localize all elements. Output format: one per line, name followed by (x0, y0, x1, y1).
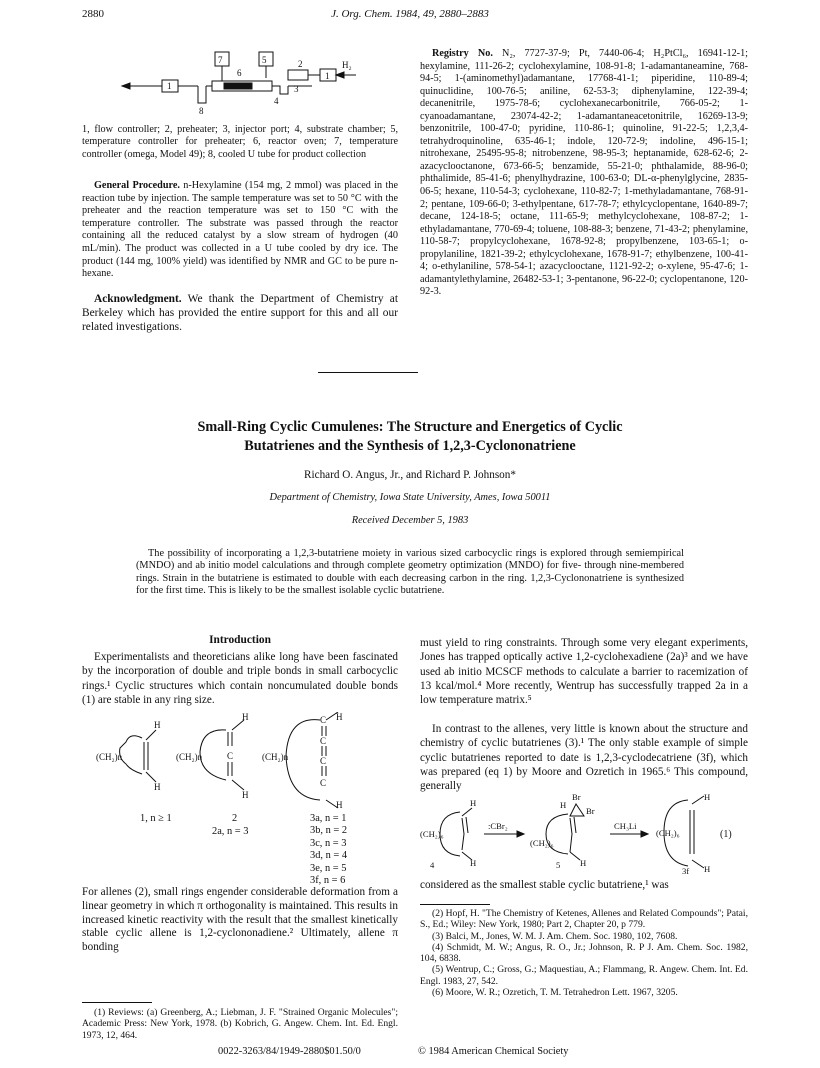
received-date: Received December 5, 1983 (351, 515, 469, 526)
intro-para5: considered as the smallest stable cyclic butatriene,¹ was (420, 879, 669, 891)
atom-h4: H (242, 790, 249, 800)
footnote-rule-left (82, 1002, 152, 1003)
journal-header: J. Org. Chem. 1984, 49, 2880–2883 (331, 8, 489, 20)
acknowledgment-heading: Acknowledgment. (94, 293, 182, 305)
atom-c4: C (320, 756, 327, 766)
article-title (40, 418, 780, 455)
eq-atom-h6: H (704, 864, 711, 874)
footnote-5: (5) Wentrup, C.; Gross, G.; Maquestiau, A.; Flammang, R. Angew. Chem. Int. Ed. Engl. 1983, 27, 542. (420, 964, 748, 987)
intro-para1: Experimentalists and theoreticians alike long have been fascinated by the incorporation of double and triple bonds in small carbocyclic rings.¹ Cyclic structures which contain noncumulated double bonds (1) are stable in any ring size. (82, 651, 398, 706)
atom-h2: H (154, 782, 161, 792)
labels-structure-3 (310, 813, 347, 887)
eq-ring-4: (CH₂)₆ (420, 829, 444, 839)
apparatus-label-8: 8 (199, 106, 204, 116)
intro-para3: must yield to ring constraints. Through some very elegant experiments, Jones has trapped optically active 1,2-cyclohexadiene (2a)³ and we have used ab initio MCSCF methods to calculate a barrier to racemization of 13 kcal/mol.⁴ More recently, Wentrup has successfully trapped 2a in a low temperature matrix.⁵ (420, 637, 748, 707)
eq-label-4: 4 (430, 860, 435, 870)
authors: Richard O. Angus, Jr., and Richard P. Johnson* (304, 469, 516, 481)
apparatus-caption: 1, flow controller; 2, preheater; 3, injector port; 4, substrate chamber; 5, temperature controller for preheater; 6, reactor oven; 7, temperature controller (omega, Model 49); 8, cooled U tube for product collection (82, 124, 398, 160)
registry-numbers (420, 48, 748, 299)
atom-c3: C (320, 736, 327, 746)
footnote-2: (2) Hopf, H. "The Chemistry of Ketenes, Allenes and Related Compounds"; Patai, S., Ed.; Wiley: New York, 1980; Part 2, Chapter 20, p 779. (420, 908, 748, 931)
apparatus-label-3: 3 (294, 84, 299, 94)
eq-ring-3f: (CH₂)₆ (656, 828, 680, 838)
general-procedure-heading: General Procedure. (94, 180, 180, 191)
atom-c5: C (320, 778, 327, 788)
eq-atom-h5: H (704, 794, 711, 802)
affiliation: Department of Chemistry, Iowa State University, Ames, Iowa 50011 (269, 492, 551, 503)
intro-para2: For allenes (2), small rings engender considerable deformation from a linear geometry in which π orthogonality is maintained. This results in increased kinetic reactivity with the result that the smallest kinetically stable cyclic allene is 1,2-cyclononadiene.² Ultimately, allene π bonding (82, 886, 398, 954)
article-title-line2: Butatrienes and the Synthesis of 1,2,3-Cyclononatriene (244, 437, 576, 454)
atom-h1: H (154, 720, 161, 730)
label-3b: 3b, n = 2 (310, 825, 348, 837)
label-3a: 3a, n = 1 (310, 813, 347, 824)
apparatus-label-5: 5 (262, 55, 267, 65)
registry-body: N₂, 7727-37-9; Pt, 7440-06-4; H₂PtCl₆, 16941-12-1; hexylamine, 111-26-2; cyclohexylamine, 108-91-8; 1-adamantaneamine, 768-94-5; 1-(aminomethyl)adamantane, 17768-41-1; piperidine, 110-89-4; quinuclidine, 100-76-5; aniline, 62-53-3; diphenylamine, 122-39-4; decanenitrile, 1975-78-6; cyclohexanecarbonitrile, 766-05-2; 1-cyanoadamantane, 23074-42-2; 1-adamantaneacetonitrile, 16269-13-9; benzonitrile, 100-47-0; pyridine, 110-86-1; quinoline, 91-22-5; 1,2,3,4-tetrahydroquinoline, 635-46-1; indole, 120-72-9; indoline, 496-15-1; nitrohexane, 25495-95-8; nitrobenzene, 98-95-3; heptanamide, 628-62-6; 2-azacyclooctanone, 673-66-5; benzamide, 55-21-0; phthalamide, 88-96-0; phthalimide, 85-41-6; phenylhydrazine, 100-63-0; DL-α-phenylglycine, 2835-06-5; hexane, 110-54-3; cyclohexane, 110-82-7; 1-methyladamantane, 768-91-2; pentane, 109-66-0; 3-ethylpentane, 617-78-7; ethylcyclopentane, 1640-89-7; decane, 124-18-5; octane, 111-65-9; methylcyclohexane, 108-87-2; 1-ethyladamantane, 770-69-4; toluene, 108-88-3; benzene, 71-43-2; phenylamine, 110-58-7; propylcyclohexane, 1678-92-8; propylbenzene, 103-65-1; o-propylaniline, 1821-39-2; ethylcyclohexane, 1678-91-7; ethylbenzene, 100-41-4; o-ethylaniline, 578-54-1; azacyclooctane, 1121-92-2; o-xylene, 95-47-6; 1-adamantylethylamine, 26482-53-1; 3-pentanone, 96-22-0; cyclopentanone, 120-92-3. (420, 48, 749, 298)
footnotes-right (420, 908, 748, 998)
eq-number: (1) (720, 829, 732, 840)
eq-atom-h1: H (470, 798, 477, 808)
apparatus-label-h2: H₂ (342, 60, 352, 70)
footer-copyright: © 1984 American Chemical Society (418, 1046, 569, 1057)
apparatus-label-1a: 1 (167, 81, 172, 91)
eq-atom-br1: Br (572, 794, 581, 802)
atom-c1: C (227, 751, 234, 761)
label-3c: 3c, n = 3 (310, 837, 347, 849)
eq-label-3f: 3f (682, 866, 690, 874)
intro-para4: In contrast to the allenes, very little is known about the structure and chemistry of cyclic butatrienes (3).¹ The only stable example of simple cyclic butatrienes reported to date is 1,2,3-cyclodecatriene (3f), which was prepared (eq 1) by Moore and Ozretich in 1965.⁶ This compound, generally (420, 723, 748, 793)
atom-h6: H (336, 800, 343, 810)
eq-reagent-1: :CBr₂ (488, 821, 508, 831)
eq-atom-h4: H (580, 858, 587, 868)
equation-1 (420, 794, 748, 874)
footnote-rule-right (420, 904, 490, 905)
general-procedure-body: n-Hexylamine (154 mg, 2 mmol) was placed in the reaction tube by injection. The sample temperature was set to 50 °C with the preheater and the reaction temperature was set to 150 °C with the temperature controller. The substrate was passed through the reactor containing all the reduced catalyst by a slow stream of hydrogen (40 mL/min). The product was collected in a U tube cooled by dry ice. The product (144 mg, 100% yield) was identified by NMR and GC to be pure n-hexane. (82, 180, 398, 280)
eq-atom-br2: Br (586, 806, 595, 816)
label-3e: 3e, n = 5 (310, 862, 347, 874)
apparatus-label-6: 6 (237, 68, 242, 78)
eq-atom-h3: H (560, 800, 567, 810)
eq-label-5: 5 (556, 860, 561, 870)
footnote-1: (1) Reviews: (a) Greenberg, A.; Liebman, J. F. "Strained Organic Molecules"; Academic Press: New York, 1978. (b) Kobrich, G. Angew. Chem. Int. Ed. Engl. 1973, 12, 464. (82, 1007, 398, 1041)
label-3f: 3f, n = 6 (310, 875, 346, 887)
article-title-line1: Small-Ring Cyclic Cumulenes: The Structure and Energetics of Cyclic (197, 419, 623, 435)
apparatus-diagram (112, 48, 362, 118)
ring-ch2-1: (CH₂)n (96, 752, 123, 762)
structures-1-2-3 (96, 712, 372, 810)
apparatus-label-2: 2 (298, 59, 303, 69)
eq-atom-h2: H (470, 858, 477, 868)
footnote-6: (6) Moore, W. R.; Ozretich, T. M. Tetrahedron Lett. 1967, 3205. (432, 987, 678, 999)
abstract: The possibility of incorporating a 1,2,3-butatriene moiety in various sized carbocyclic rings is explored through semiempirical (MNDO) and ab initio model calculations and through complete geometry optimization (MNDO) for five- through nine-membered rings. Strain in the butatriene is estimated to double with each decreasing carbon in the ring. 1,2,3-Cyclononatriene is synthesized for the first time. This is likely to be the smallest isolable cyclic butatriene. (136, 548, 684, 596)
footnote-4: (4) Schmidt, M. W.; Angus, R. O., Jr.; Johnson, R. P J. Am. Chem. Soc. 1982, 104, 6838. (420, 941, 748, 965)
section-divider (318, 372, 418, 373)
general-procedure (82, 180, 398, 281)
label-structure-2a: 2a, n = 3 (212, 826, 249, 837)
atom-h5: H (336, 712, 343, 722)
acknowledgment-body: We thank the Department of Chemistry at Berkeley which has provided the entire support for this and all our related investigations. (82, 293, 398, 334)
apparatus-label-7: 7 (218, 55, 223, 65)
acknowledgment (82, 292, 398, 335)
ring-ch2-2: (CH₂)n (176, 752, 203, 762)
apparatus-label-1b: 1 (325, 71, 330, 81)
footnote-3: (3) Balci, M., Jones, W. M. J. Am. Chem. Soc. 1980, 102, 7608. (432, 930, 678, 942)
label-3d: 3d, n = 4 (310, 850, 348, 862)
eq-ring-5: (CH₂)₆ (530, 838, 554, 848)
intro-heading: Introduction (209, 634, 271, 646)
apparatus-label-4: 4 (274, 96, 279, 106)
eq-reagent-2: CH₃Li (614, 821, 637, 831)
registry-heading: Registry No. (432, 48, 493, 59)
footer-code: 0022-3263/84/1949-2880$01.50/0 (218, 1046, 361, 1057)
label-structure-1: 1, n ≥ 1 (140, 813, 172, 824)
page-number: 2880 (82, 8, 104, 20)
label-structure-2: 2 (232, 813, 238, 824)
ring-ch2-3: (CH₂)n (262, 752, 289, 762)
atom-h3: H (242, 712, 249, 722)
atom-c2: C (320, 715, 327, 725)
